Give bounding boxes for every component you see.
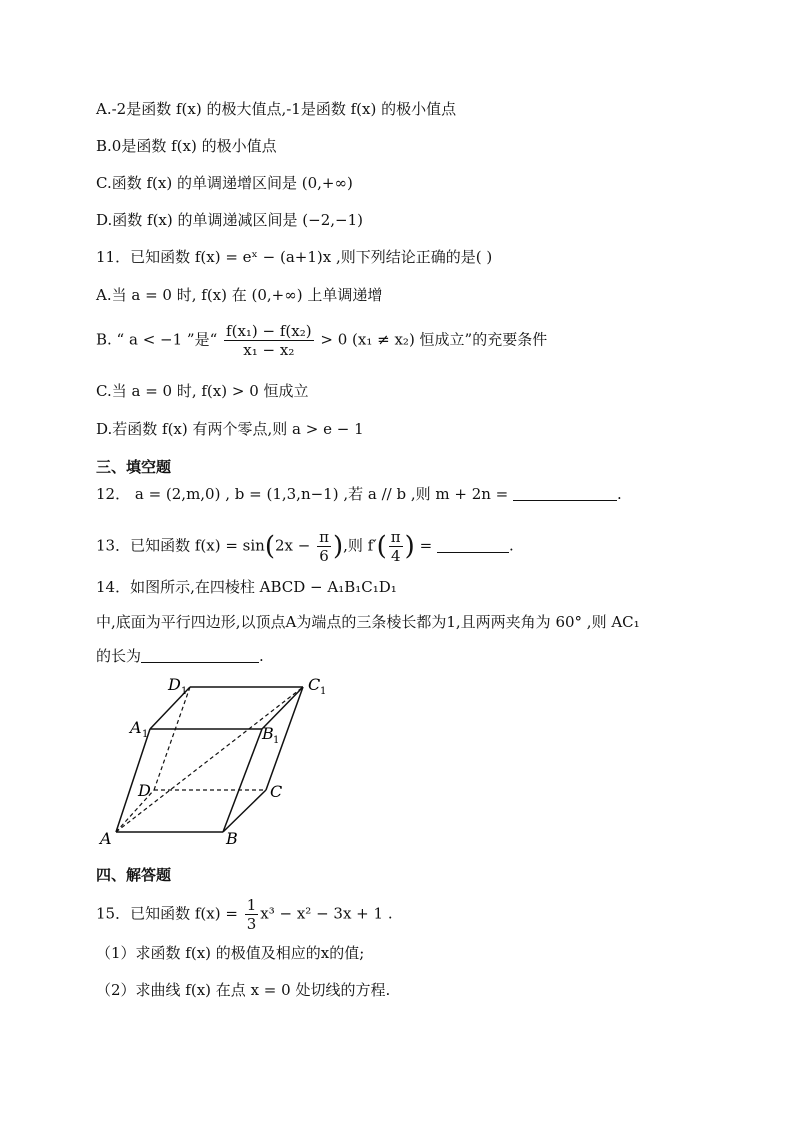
q12 <box>96 483 622 505</box>
section-fill-in-heading: 三、填空题 <box>96 458 172 476</box>
q13-mid: ,则 f′ <box>343 536 377 555</box>
q10-option-d: D.函数 f(x) 的单调递减区间是 (−2,−1) <box>96 211 363 229</box>
q10-option-b: B.0是函数 f(x) 的极小值点 <box>96 137 277 155</box>
q12-answer-blank <box>513 486 617 501</box>
q11-option-b-numerator: f(x₁) − f(x₂) <box>226 322 312 340</box>
label-c: C <box>270 782 283 801</box>
label-d1: D <box>168 675 181 694</box>
q11-stem: 11．已知函数 f(x) = eˣ − (a+1)x ,则下列结论正确的是( ) <box>96 248 493 266</box>
q15-stem <box>96 896 393 933</box>
q13-pre: 13．已知函数 f(x) = sin <box>96 536 265 555</box>
label-a1-sub: 1 <box>142 729 149 740</box>
q13-four: 4 <box>390 547 401 565</box>
q11-option-c: C.当 a = 0 时, f(x) > 0 恒成立 <box>96 382 309 400</box>
q11-option-d: D.若函数 f(x) 有两个零点,则 a > e − 1 <box>96 420 364 438</box>
q14-line1: 14．如图所示,在四棱柱 ABCD − A₁B₁C₁D₁ <box>96 578 397 596</box>
q14-answer-blank <box>141 648 259 663</box>
q14-line3 <box>96 645 264 667</box>
diagonal-a-c1 <box>116 687 303 832</box>
q11-option-b <box>96 322 547 359</box>
q13-pi: π <box>319 528 329 546</box>
edge-b-c <box>223 790 266 832</box>
edge-c1-b1 <box>262 687 303 729</box>
label-b1-sub: 1 <box>273 735 280 746</box>
label-a1: A <box>130 718 142 737</box>
q15-den: 3 <box>246 915 257 933</box>
q11-option-b-pre: B. “ a < −1 ”是“ <box>96 330 218 349</box>
q10-option-c: C.函数 f(x) 的单调递增区间是 (0,+∞) <box>96 174 353 192</box>
q13-six: 6 <box>319 547 329 565</box>
q14-line3-text: 的长为 <box>96 647 142 665</box>
label-c1-sub: 1 <box>320 686 327 697</box>
q12-text: 12． a = (2,m,0) , b = (1,3,n−1) ,若 a // b ,则 m + 2n = <box>96 485 509 503</box>
parallelepiped-figure <box>96 672 336 852</box>
q13-end: . <box>508 536 514 555</box>
label-d: D <box>138 781 151 800</box>
q11-option-b-post: > 0 (x₁ ≠ x₂) 恒成立”的充要条件 <box>320 330 548 349</box>
q11-option-b-denominator: x₁ − x₂ <box>243 341 295 359</box>
section-solution-heading: 四、解答题 <box>96 866 172 884</box>
q13-right-paren: ) <box>332 531 344 562</box>
q13-pi-over-4 <box>389 528 403 565</box>
q11-option-b-fraction <box>224 322 314 359</box>
q13-left-paren-2: ( <box>376 531 387 562</box>
q13-answer-blank <box>437 538 509 553</box>
label-c1: C <box>308 675 321 694</box>
label-a: A <box>100 829 112 848</box>
q13-left-paren: ( <box>264 531 275 562</box>
q13-inner-pre: 2x − <box>275 536 311 555</box>
q13 <box>96 528 514 565</box>
q13-eq: = <box>419 536 433 555</box>
q14-line2: 中,底面为平行四边形,以顶点A为端点的三条棱长都为1,且两两夹角为 60° ,则 AC₁ <box>96 613 640 631</box>
label-b1: B <box>262 724 274 743</box>
q11-option-a: A.当 a = 0 时, f(x) 在 (0,+∞) 上单调递增 <box>96 286 383 304</box>
q15-part1: （1）求函数 f(x) 的极值及相应的x的值; <box>96 944 365 962</box>
q15-one-third <box>245 896 259 933</box>
q12-end: . <box>617 485 622 503</box>
q13-pi-2: π <box>390 528 401 546</box>
q15-num: 1 <box>246 896 257 914</box>
q13-pi-over-6 <box>317 528 331 565</box>
q15-post: x³ − x² − 3x + 1 . <box>260 904 393 923</box>
edge-d1-d-hidden <box>154 687 190 790</box>
q14-end: . <box>259 647 264 665</box>
q10-option-a: A.-2是函数 f(x) 的极大值点,-1是函数 f(x) 的极小值点 <box>96 100 457 118</box>
q15-pre: 15．已知函数 f(x) = <box>96 904 238 923</box>
label-b: B <box>226 829 238 848</box>
q15-part2: （2）求曲线 f(x) 在点 x = 0 处切线的方程. <box>96 981 391 999</box>
label-d1-sub: 1 <box>181 686 188 697</box>
q13-right-paren-2: ) <box>404 531 415 562</box>
